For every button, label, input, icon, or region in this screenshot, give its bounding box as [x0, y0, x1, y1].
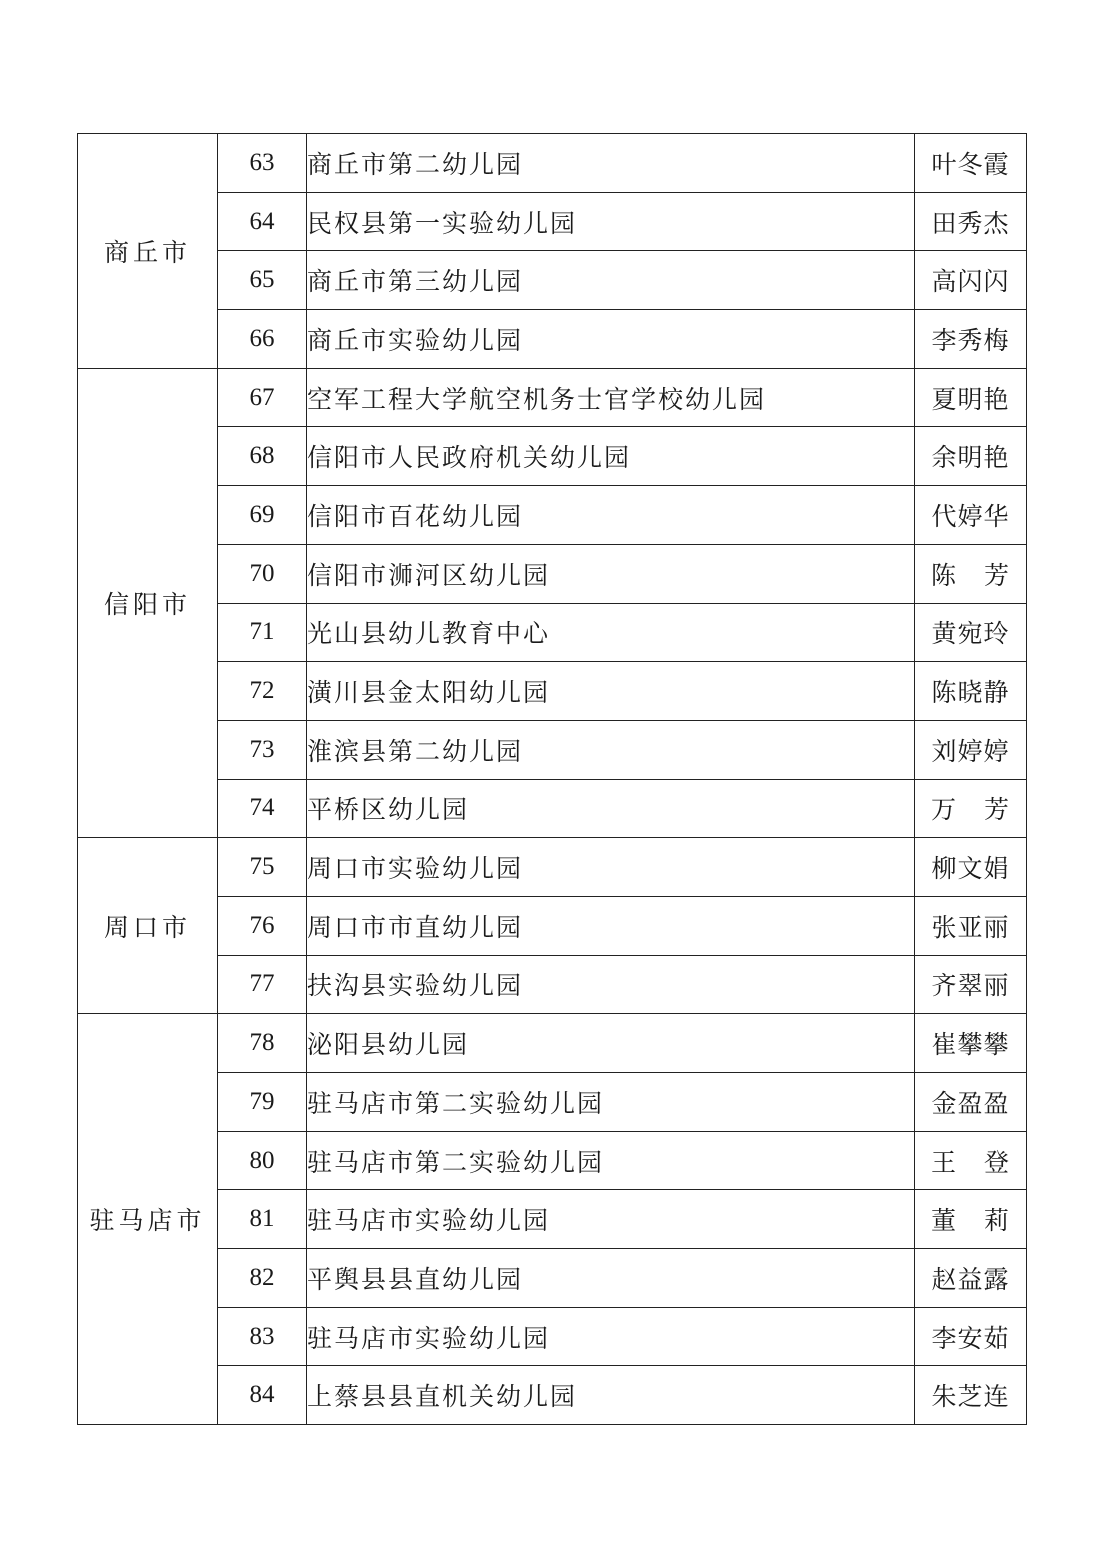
entry-number-cell: 68	[218, 427, 307, 486]
kindergarten-name-cell: 光山县幼儿教育中心	[307, 603, 915, 662]
entry-number-cell: 69	[218, 486, 307, 545]
entry-number-cell: 79	[218, 1073, 307, 1132]
entry-number-cell: 74	[218, 779, 307, 838]
kindergarten-name-cell: 潢川县金太阳幼儿园	[307, 662, 915, 721]
kindergarten-name-cell: 商丘市第三幼儿园	[307, 251, 915, 310]
entry-number-cell: 78	[218, 1014, 307, 1073]
kindergarten-name-cell: 商丘市实验幼儿园	[307, 310, 915, 369]
entry-number-cell: 71	[218, 603, 307, 662]
entry-number-cell: 63	[218, 134, 307, 193]
table-row	[78, 251, 1027, 310]
entry-number-cell: 76	[218, 896, 307, 955]
person-name-cell: 余明艳	[915, 427, 1027, 486]
kindergarten-name-cell: 驻马店市第二实验幼儿园	[307, 1131, 915, 1190]
roster-body	[78, 134, 1027, 1425]
entry-number-cell: 83	[218, 1307, 307, 1366]
person-name-cell: 陈 芳	[915, 544, 1027, 603]
person-name-cell: 田秀杰	[915, 192, 1027, 251]
table-row	[78, 896, 1027, 955]
kindergarten-name-cell: 平桥区幼儿园	[307, 779, 915, 838]
table-row	[78, 1073, 1027, 1132]
table-row	[78, 192, 1027, 251]
person-name-cell: 董 莉	[915, 1190, 1027, 1249]
entry-number-cell: 75	[218, 838, 307, 897]
kindergarten-name-cell: 信阳市人民政府机关幼儿园	[307, 427, 915, 486]
entry-number-cell: 80	[218, 1131, 307, 1190]
kindergarten-name-cell: 驻马店市第二实验幼儿园	[307, 1073, 915, 1132]
entry-number-cell: 73	[218, 720, 307, 779]
kindergarten-name-cell: 淮滨县第二幼儿园	[307, 720, 915, 779]
table-row	[78, 838, 1027, 897]
entry-number-cell: 84	[218, 1366, 307, 1425]
entry-number-cell: 82	[218, 1249, 307, 1308]
kindergarten-name-cell: 泌阳县幼儿园	[307, 1014, 915, 1073]
region-name-cell: 信阳市	[78, 368, 218, 838]
region-name-cell: 驻马店市	[78, 1014, 218, 1425]
table-row	[78, 310, 1027, 369]
person-name-cell: 朱芝连	[915, 1366, 1027, 1425]
person-name-cell: 齐翠丽	[915, 955, 1027, 1014]
person-name-cell: 黄宛玲	[915, 603, 1027, 662]
entry-number-cell: 70	[218, 544, 307, 603]
kindergarten-name-cell: 扶沟县实验幼儿园	[307, 955, 915, 1014]
person-name-cell: 王 登	[915, 1131, 1027, 1190]
person-name-cell: 张亚丽	[915, 896, 1027, 955]
table-row	[78, 662, 1027, 721]
table-row	[78, 1014, 1027, 1073]
person-name-cell: 高闪闪	[915, 251, 1027, 310]
region-name-cell: 周口市	[78, 838, 218, 1014]
person-name-cell: 金盈盈	[915, 1073, 1027, 1132]
kindergarten-name-cell: 信阳市百花幼儿园	[307, 486, 915, 545]
person-name-cell: 万 芳	[915, 779, 1027, 838]
kindergarten-name-cell: 驻马店市实验幼儿园	[307, 1190, 915, 1249]
person-name-cell: 赵益露	[915, 1249, 1027, 1308]
kindergarten-name-cell: 信阳市浉河区幼儿园	[307, 544, 915, 603]
person-name-cell: 李秀梅	[915, 310, 1027, 369]
person-name-cell: 李安茹	[915, 1307, 1027, 1366]
person-name-cell: 叶冬霞	[915, 134, 1027, 193]
table-row	[78, 368, 1027, 427]
table-row	[78, 720, 1027, 779]
table-row	[78, 134, 1027, 193]
table-row	[78, 1131, 1027, 1190]
entry-number-cell: 77	[218, 955, 307, 1014]
entry-number-cell: 64	[218, 192, 307, 251]
table-row	[78, 1249, 1027, 1308]
table-row	[78, 955, 1027, 1014]
person-name-cell: 刘婷婷	[915, 720, 1027, 779]
award-roster-table	[77, 133, 1027, 1425]
region-name-cell: 商丘市	[78, 134, 218, 369]
kindergarten-name-cell: 民权县第一实验幼儿园	[307, 192, 915, 251]
table-row	[78, 1366, 1027, 1425]
table-row	[78, 1307, 1027, 1366]
entry-number-cell: 67	[218, 368, 307, 427]
kindergarten-name-cell: 平舆县县直幼儿园	[307, 1249, 915, 1308]
table-row	[78, 603, 1027, 662]
kindergarten-name-cell: 驻马店市实验幼儿园	[307, 1307, 915, 1366]
table-row	[78, 486, 1027, 545]
kindergarten-name-cell: 商丘市第二幼儿园	[307, 134, 915, 193]
kindergarten-name-cell: 空军工程大学航空机务士官学校幼儿园	[307, 368, 915, 427]
table-row	[78, 427, 1027, 486]
person-name-cell: 陈晓静	[915, 662, 1027, 721]
entry-number-cell: 81	[218, 1190, 307, 1249]
table-row	[78, 1190, 1027, 1249]
person-name-cell: 崔攀攀	[915, 1014, 1027, 1073]
entry-number-cell: 66	[218, 310, 307, 369]
person-name-cell: 柳文娟	[915, 838, 1027, 897]
entry-number-cell: 65	[218, 251, 307, 310]
kindergarten-name-cell: 周口市实验幼儿园	[307, 838, 915, 897]
kindergarten-name-cell: 上蔡县县直机关幼儿园	[307, 1366, 915, 1425]
kindergarten-name-cell: 周口市市直幼儿园	[307, 896, 915, 955]
person-name-cell: 代婷华	[915, 486, 1027, 545]
entry-number-cell: 72	[218, 662, 307, 721]
table-row	[78, 779, 1027, 838]
table-row	[78, 544, 1027, 603]
person-name-cell: 夏明艳	[915, 368, 1027, 427]
